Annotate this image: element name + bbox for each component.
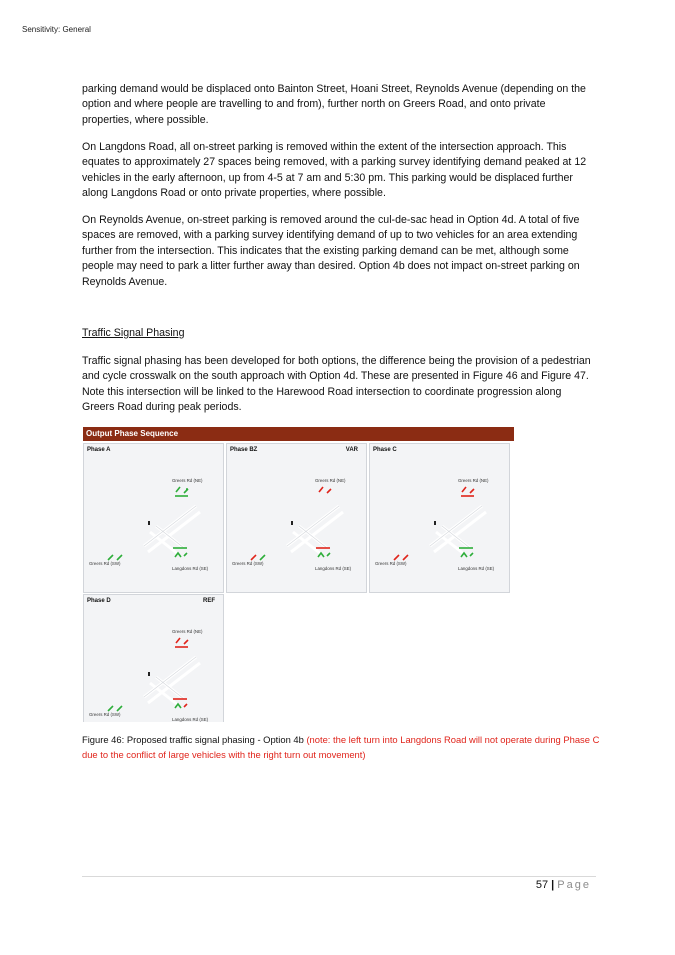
ne-arrow-icon (175, 487, 188, 496)
phase-panel-c (369, 443, 510, 593)
phase-sequence-figure (83, 427, 514, 722)
caption-note: (note: the left turn into Langdons Road will not operate during Phase C due to the conflict of large vehicles with the right turn out movement) (82, 734, 600, 760)
phase-panel-d (83, 594, 224, 722)
phase-panel-a (83, 443, 224, 593)
ne-arrow-icon (175, 638, 188, 647)
phase-tag: REF (203, 598, 215, 604)
phase-panel-bz (226, 443, 367, 593)
road-label-se: Langdons Rd (SE) (172, 717, 209, 722)
page-word: Page (557, 879, 591, 891)
footer-divider (82, 876, 596, 877)
road-label-se: Langdons Rd (SE) (458, 566, 495, 571)
road-label-se: Langdons Rd (SE) (315, 566, 352, 571)
paragraph-signal-phasing: Traffic signal phasing has been developed for both options, the difference being the provision of a pedestrian and cycle crosswalk on the south approach with Option 4d. These are presented in Figure 46 and Figure 47. Note this intersection will be linked to the Harewood Road intersection to coordinate progression along Greers Road during peak periods. (82, 355, 591, 414)
road-label-sw: Greers Rd (SW) (375, 561, 407, 566)
phase-name: Phase D (87, 598, 111, 604)
road-label-ne: Greers Rd (NE) (172, 478, 203, 483)
road-label-ne: Greers Rd (NE) (172, 629, 203, 634)
road-label-ne: Greers Rd (NE) (315, 478, 346, 483)
sw-arrow-icon (251, 555, 265, 560)
road-label-ne: Greers Rd (NE) (458, 478, 489, 483)
phase-name: Phase BZ (230, 447, 258, 453)
intersection-diagram (84, 595, 225, 745)
phase-name: Phase C (373, 447, 397, 453)
page-number-value: 57 (535, 879, 549, 891)
sw-arrow-icon (394, 555, 408, 560)
sw-arrow-icon (108, 555, 122, 560)
road-label-se: Langdons Rd (SE) (172, 566, 209, 571)
page-separator: | (551, 879, 555, 891)
paragraph-parking-displacement: parking demand would be displaced onto Bainton Street, Hoani Street, Reynolds Avenue (depending on the option and where people are travelling to and from), further north on Greers Road, and onto private properties, where possible. (82, 83, 586, 126)
road-label-sw: Greers Rd (SW) (232, 561, 264, 566)
page-number (536, 879, 591, 891)
sensitivity-label: Sensitivity: General (22, 25, 91, 34)
paragraph-reynolds-avenue: On Reynolds Avenue, on-street parking is removed around the cul-de-sac head in Option 4d. A total of five spaces are removed, with a parking survey identifying demand of up to two vehicles for an area extending further from the intersection. This indicates that the existing parking demand can be met, although some people may need to park a litter further away than desired. Option 4b does not impact on-street parking on Reynolds Avenue. (82, 214, 580, 288)
ne-arrow-icon (461, 487, 474, 496)
figure-caption (82, 733, 602, 762)
road-label-sw: Greers Rd (SW) (89, 712, 121, 717)
phase-name: Phase A (87, 447, 111, 453)
intersection-diagram (227, 444, 368, 594)
sw-arrow-icon (108, 706, 122, 711)
intersection-diagram (370, 444, 511, 594)
paragraph-langdons-road: On Langdons Road, all on-street parking is removed within the extent of the intersection approach. This equates to approximately 27 spaces being removed, with a parking survey identifying demand peaked at 12 vehicles in the early afternoon, up from 4-5 at 7 am and 5:30 pm. This parking would be displaced further along Langdons Road or onto private properties, where possible. (82, 141, 587, 200)
section-heading: Traffic Signal Phasing (82, 327, 185, 339)
intersection-diagram (84, 444, 225, 594)
ne-arrow-icon (319, 487, 331, 493)
figure-header: Output Phase Sequence (83, 427, 514, 441)
caption-text: Figure 46: Proposed traffic signal phasing - Option 4b (82, 734, 307, 745)
road-label-sw: Greers Rd (SW) (89, 561, 121, 566)
phase-tag: VAR (345, 447, 358, 453)
